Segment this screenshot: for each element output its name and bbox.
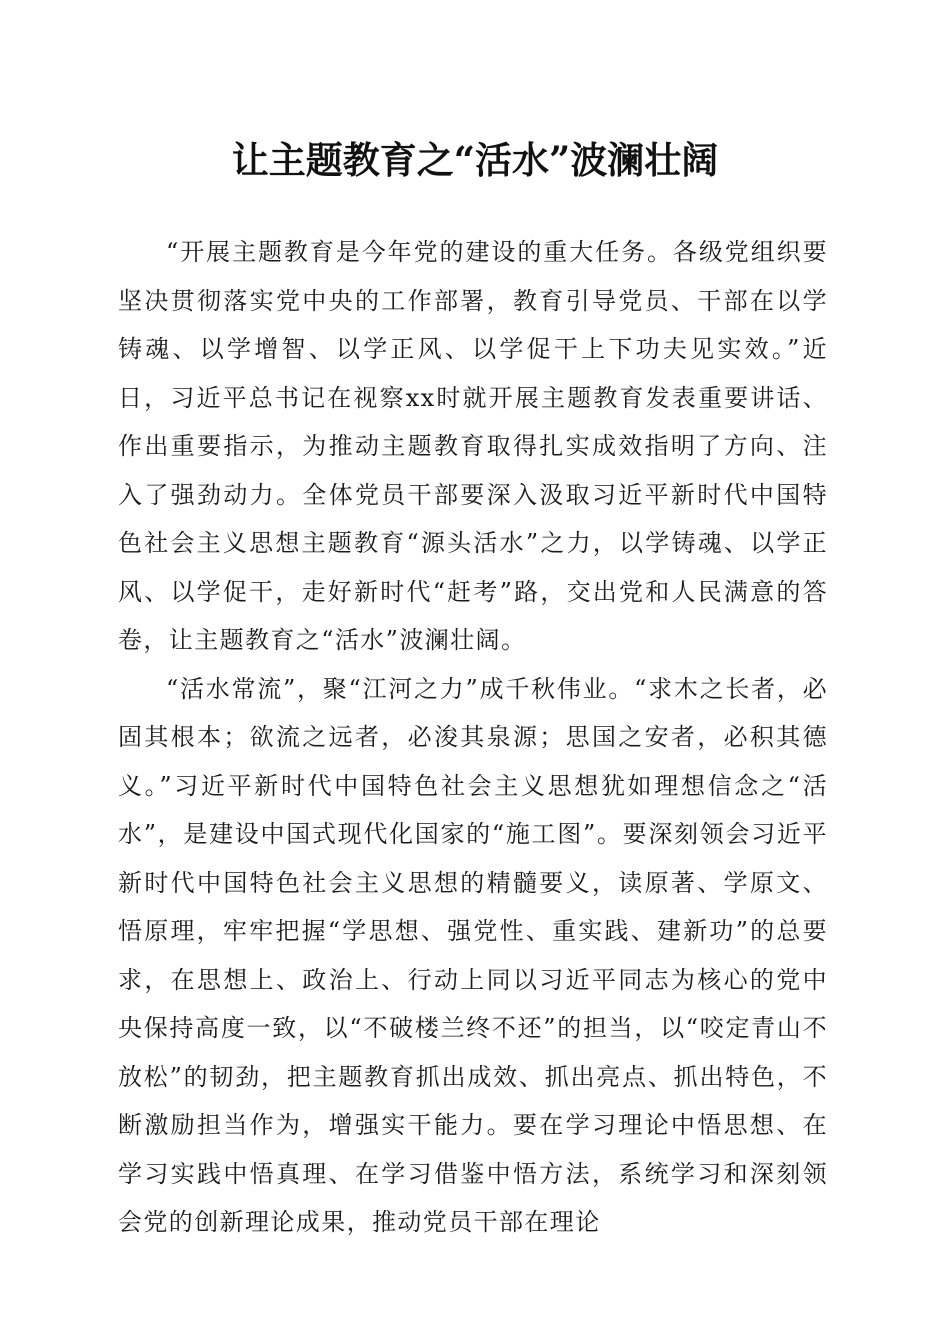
document-body bbox=[118, 228, 828, 1247]
paragraph: “活水常流”，聚“江河之力”成千秋伟业。“求木之长者，必固其根本；欲流之远者，必浚其泉源；思国之安者，必积其德义。”习近平新时代中国特色社会主义思想犹如理想信念之“活水”，是建设中国式现代化国家的“施工图”。要深刻领会习近平新时代中国特色社会主义思想的精髓要义，读原著、学原文、悟原理，牢牢把握“学思想、强党性、重实践、建新功”的总要求，在思想上、政治上、行动上同以习近平同志为核心的党中央保持高度一致，以“不破楼兰终不还”的担当，以“咬定青山不放松”的韧劲，把主题教育抓出成效、抓出亮点、抓出特色，不断激励担当作为，增强实干能力。要在学习理论中悟思想、在学习实践中悟真理、在学习借鉴中悟方法，系统学习和深刻领会党的创新理论成果，推动党员干部在理论 bbox=[118, 674, 828, 1236]
paragraph: “开展主题教育是今年党的建设的重大任务。各级党组织要坚决贯彻落实党中央的工作部署，教育引导党员、干部在以学铸魂、以学增智、以学正风、以学促干上下功夫见实效。”近日，习近平总书记在视察xx时就开展主题教育发表重要讲话、作出重要指示，为推动主题教育取得扎实成效指明了方向、注入了强劲动力。全体党员干部要深入汲取习近平新时代中国特色社会主义思想主题教育“源头活水”之力，以学铸魂、以学正风、以学促干，走好新时代“赶考”路，交出党和人民满意的答卷，让主题教育之“活水”波澜壮阔。 bbox=[118, 238, 828, 654]
document-title: 让主题教育之“活水”波澜壮阔 bbox=[231, 138, 719, 182]
